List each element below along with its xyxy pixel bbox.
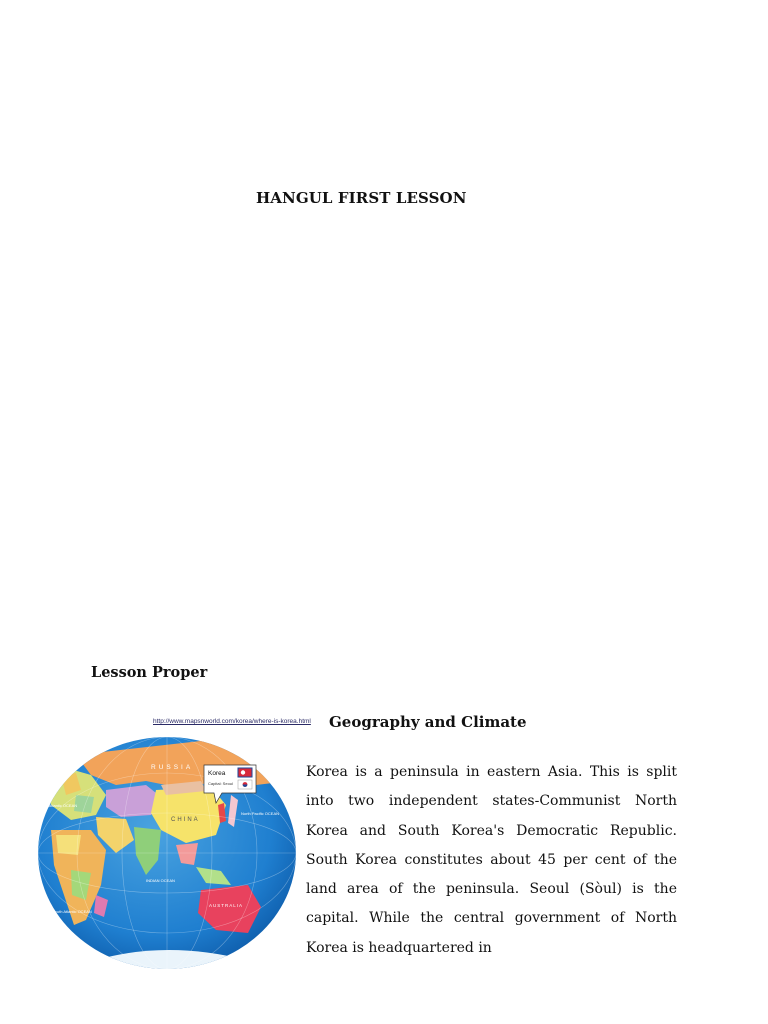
world-map-globe <box>36 735 298 971</box>
callout-capital: Capital: Seoul <box>208 781 233 786</box>
geography-paragraph: Korea is a peninsula in eastern Asia. This is split into two independent states-Communist North Korea and South Korea's Democratic Republic. South Korea constitutes about 45 per cent of the land area of the peninsula. Seoul (Sòul) is the capital. While the central government of North Korea is headquartered in <box>306 764 677 956</box>
label-north-atlantic: North Atlantic OCEAN <box>38 803 78 808</box>
label-australia: AUSTRALIA <box>209 903 244 908</box>
label-china: CHINA <box>171 817 200 823</box>
callout-country: Korea <box>208 770 226 777</box>
globe-svg <box>36 735 298 971</box>
map-source-link[interactable]: http://www.mapsnworld.com/korea/where-is-korea.html <box>153 718 311 725</box>
section-heading-lesson-proper: Lesson Proper <box>91 664 208 681</box>
label-south-atlantic: South Atlantic OCEAN <box>52 909 92 914</box>
label-north-pacific: North Pacific OCEAN <box>241 811 280 816</box>
sub-heading-geography: Geography and Climate <box>329 713 527 731</box>
label-russia: RUSSIA <box>151 764 194 771</box>
label-indian-ocean: INDIAN OCEAN <box>146 878 175 883</box>
page-title: HANGUL FIRST LESSON <box>256 189 467 207</box>
